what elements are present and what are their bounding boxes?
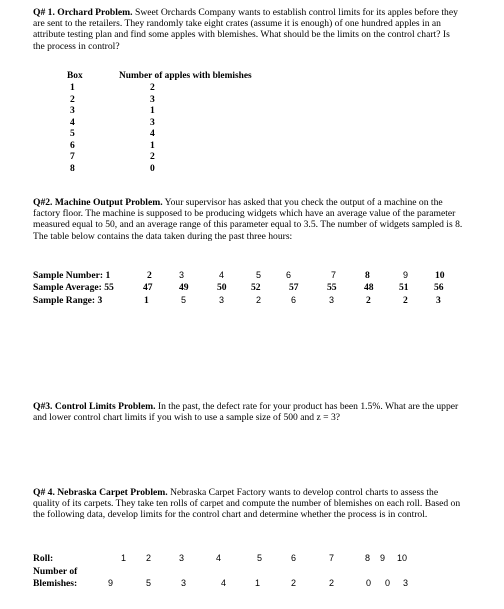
q4-blemish-cell: 3 xyxy=(181,578,187,588)
q1-col-box-header: Box xyxy=(67,71,83,81)
q2-label-number: Sample Number: 1 xyxy=(33,270,111,281)
q1-box-cell: 7 xyxy=(70,151,75,162)
q2-range-cell: 3 xyxy=(436,295,441,306)
q2-range-cell: 6 xyxy=(291,295,297,305)
q2-number-cell: 7 xyxy=(331,270,337,280)
q1-paragraph xyxy=(33,7,463,52)
q4-roll-cell: 7 xyxy=(329,553,335,563)
q4-blemish-cell: 2 xyxy=(329,578,335,588)
q4-roll-cell: 10 xyxy=(397,553,408,563)
q1-box-cell: 5 xyxy=(70,128,75,139)
q1-box-cell: 6 xyxy=(70,139,75,151)
q2-range-cell: 2 xyxy=(403,295,408,306)
q2-average-cell: 51 xyxy=(399,282,409,293)
q4-title: Q# 4. Nebraska Carpet Problem. xyxy=(33,487,168,498)
q2-sample-average-row xyxy=(33,282,473,294)
q2-average-cell: 49 xyxy=(179,282,189,293)
q4-label-blemishes: Blemishes: xyxy=(33,578,78,589)
q4-roll-cell: 2 xyxy=(146,553,152,563)
q4-blemish-cell: 3 xyxy=(403,578,409,588)
q1-count-cell: 2 xyxy=(150,151,155,162)
q1-count-cell: 3 xyxy=(150,116,155,128)
q2-number-cell: 9 xyxy=(403,270,409,280)
q2-average-cell: 50 xyxy=(217,282,227,293)
q2-range-cell: 1 xyxy=(144,295,149,306)
q2-paragraph xyxy=(33,197,463,242)
q2-range-cell: 3 xyxy=(219,295,225,305)
q1-count-cell: 1 xyxy=(150,105,155,116)
q4-roll-cell: 6 xyxy=(291,553,297,563)
q3-paragraph xyxy=(33,401,463,423)
q2-range-cell: 2 xyxy=(366,295,371,306)
q2-text: Your supervisor has asked that you check the output of a machine on the factory floor. The machine is supposed to be producing widgets which have an average value of the parameter measured equal to 50, and an average range of this parameter equal to 3.5. The number of widgets sampled is 8. The table below contains the data taken during the past three hours: xyxy=(33,197,463,242)
q2-average-cell: 57 xyxy=(289,282,299,293)
q4-roll-cell: 4 xyxy=(216,553,222,563)
q2-average-cell: 55 xyxy=(327,282,337,293)
q1-box-cell: 1 xyxy=(70,82,75,93)
q4-label-roll: Roll: xyxy=(33,553,54,564)
q4-blemish-cell: 0 xyxy=(385,578,391,588)
q4-blemish-cell: 0 xyxy=(366,578,372,588)
q1-box-cell: 8 xyxy=(70,162,75,174)
q2-range-cell: 5 xyxy=(181,295,187,305)
q4-blemishes-row xyxy=(33,578,473,590)
q2-number-cell: 10 xyxy=(435,270,445,281)
q2-number-cell: 6 xyxy=(286,270,292,280)
q1-text: Sweet Orchards Company wants to establish control limits for its apples before they are sent to the retailers. They randomly take eight crates (assume it is enough) of one hundred apples in an attribute testing plan and find some apples with blemishes. What should be the limits on the control chart? Is the process in control? xyxy=(33,7,458,52)
q1-box-cell: 3 xyxy=(70,105,75,116)
q2-number-cell: 8 xyxy=(365,270,370,281)
q1-count-cell: 0 xyxy=(150,162,155,174)
q4-roll-cell: 8 xyxy=(365,553,371,563)
q2-number-cell: 4 xyxy=(219,270,225,280)
q1-title: Q# 1. Orchard Problem. xyxy=(33,7,133,18)
q4-text: Nebraska Carpet Factory wants to develop control charts to assess the quality of its carpets. They take ten rolls of carpet and compute the number of blemishes on each roll. Based on the following data, develop limits for the control chart and determine whether the process is in control. xyxy=(33,487,461,521)
q1-count-cell: 1 xyxy=(150,139,155,151)
q4-blemish-cell: 4 xyxy=(221,578,227,588)
q2-range-cell: 3 xyxy=(329,295,335,305)
q1-box-cell: 4 xyxy=(70,116,75,128)
q2-average-cell: 56 xyxy=(434,282,444,293)
q1-box-cell: 2 xyxy=(70,93,75,105)
q2-title: Q#2. Machine Output Problem. xyxy=(33,197,163,208)
q4-roll-row xyxy=(33,553,473,565)
q2-average-cell: 52 xyxy=(251,282,261,293)
q4-roll-cell: 1 xyxy=(121,553,127,563)
q2-number-cell: 3 xyxy=(179,270,185,280)
q2-range-cell: 2 xyxy=(256,295,262,305)
q4-roll-cell: 9 xyxy=(380,553,386,563)
q1-box-column xyxy=(70,82,75,174)
q4-blemish-cell: 1 xyxy=(255,578,261,588)
q2-sample-number-row xyxy=(33,270,473,282)
q2-label-average: Sample Average: 55 xyxy=(33,282,114,293)
q4-label-number-of: Number of xyxy=(33,566,78,577)
q1-count-cell: 4 xyxy=(150,128,155,139)
q2-average-cell: 47 xyxy=(143,282,153,293)
q4-blemish-cell: 5 xyxy=(146,578,152,588)
q3-title: Q#3. Control Limits Problem. xyxy=(33,401,156,412)
q2-sample-range-row xyxy=(33,295,473,307)
q2-number-cell: 5 xyxy=(256,270,262,280)
q3-text: In the past, the defect rate for your product has been 1.5%. What are the upper and lower control chart limits if you wish to use a sample size of 500 and z = 3? xyxy=(33,401,459,424)
q1-count-cell: 2 xyxy=(150,82,155,93)
q4-roll-cell: 3 xyxy=(179,553,185,563)
q4-blemish-cell: 2 xyxy=(291,578,297,588)
q1-count-cell: 3 xyxy=(150,93,155,105)
q2-number-cell: 2 xyxy=(147,270,152,281)
q1-count-column xyxy=(150,82,155,174)
q4-roll-cell: 5 xyxy=(257,553,263,563)
q4-paragraph xyxy=(33,487,463,521)
q2-average-cell: 48 xyxy=(364,282,374,293)
q2-label-range: Sample Range: 3 xyxy=(33,295,103,306)
q4-blemish-cell: 9 xyxy=(108,578,114,588)
q1-col-count-header: Number of apples with blemishes xyxy=(119,71,252,81)
